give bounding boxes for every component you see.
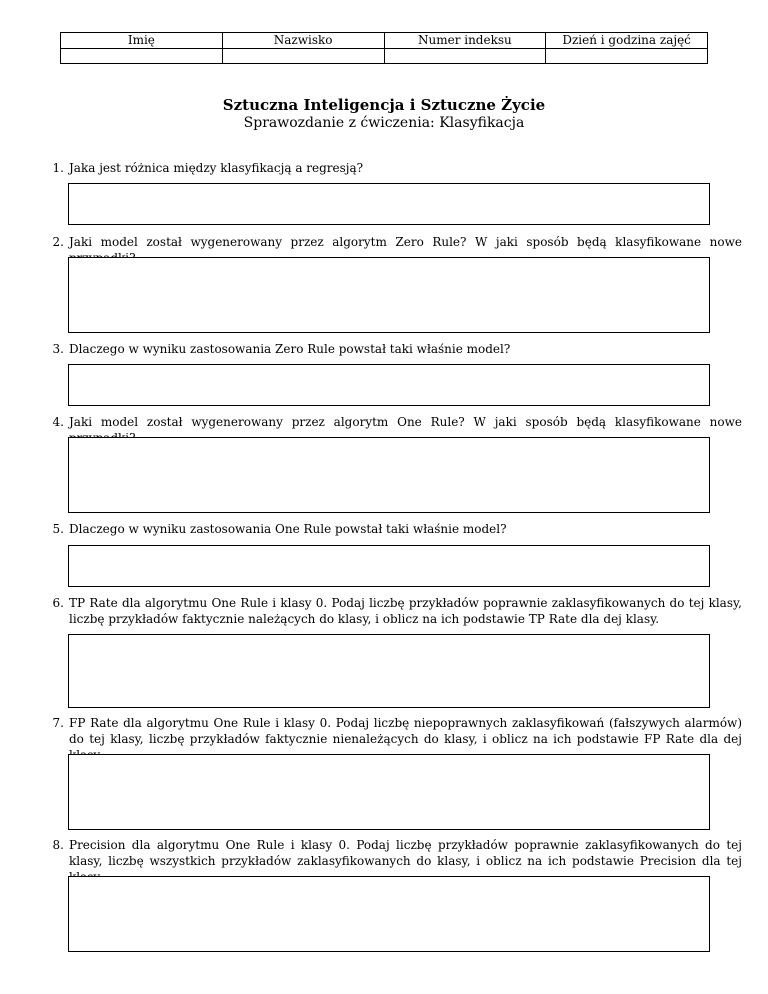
question-number: 3.: [52, 342, 64, 356]
question-text: Jaka jest różnica między klasyfikacją a regresją?: [69, 161, 364, 175]
question-text: FP Rate dla algorytmu One Rule i klasy 0. Podaj liczbę niepoprawnych zaklasyfikowań (fałszywych alarmów) do tej klasy, liczbę przykładów faktycznie nienależących do klasy, i oblicz na ich podstawie FP Rate dla dej: [69, 716, 742, 746]
answer-box-6[interactable]: [68, 634, 710, 708]
answer-box-5[interactable]: [68, 545, 710, 587]
answer-box-7[interactable]: [68, 754, 710, 830]
document-subtitle: Sprawozdanie z ćwiczenia: Klasyfikacja: [243, 115, 525, 131]
question-text: Jaki model został wygenerowany przez algorytm One Rule? W jaki sposób będą klasyfikowane nowe: [69, 415, 742, 429]
title-block: [0, 96, 768, 132]
answer-box-3[interactable]: [68, 364, 710, 406]
document-title: Sztuczna Inteligencja i Sztuczne Życie: [222, 96, 546, 114]
question-number: 1.: [52, 161, 64, 175]
question-number: 8.: [52, 838, 64, 852]
question-6: [30, 595, 742, 627]
last-name-header: Nazwisko: [222, 33, 384, 49]
question-text: Dlaczego w wyniku zastosowania Zero Rule powstał taki właśnie model?: [69, 342, 511, 356]
answer-box-4[interactable]: [68, 437, 710, 513]
answer-box-2[interactable]: [68, 257, 710, 333]
question-number: 2.: [52, 235, 64, 249]
student-info-header-row: [61, 33, 708, 49]
answer-box-8[interactable]: [68, 876, 710, 952]
question-text: Precision dla algorytmu One Rule i klasy 0. Podaj liczbę przykładów poprawnie zaklasyfikowanych do tej klasy, liczbę wszystkich przykładów zaklasyfikowanych do klasy, i oblicz na ich podstawie Precision dla tej: [69, 838, 742, 868]
index-number-header: Numer indeksu: [384, 33, 546, 49]
first-name-header: Imię: [61, 33, 223, 49]
question-5: [30, 521, 742, 537]
question-1: [30, 160, 742, 176]
class-time-header: Dzień i godzina zajęć: [546, 33, 708, 49]
question-text: Dlaczego w wyniku zastosowania One Rule powstał taki właśnie model?: [69, 522, 507, 536]
index-number-field[interactable]: [384, 49, 546, 64]
first-name-field[interactable]: [61, 49, 223, 64]
question-number: 5.: [52, 522, 64, 536]
answer-box-1[interactable]: [68, 183, 710, 225]
class-time-field[interactable]: [546, 49, 708, 64]
student-info-table: [60, 32, 708, 64]
question-number: 6.: [52, 596, 64, 610]
student-info-value-row: [61, 49, 708, 64]
question-text: TP Rate dla algorytmu One Rule i klasy 0. Podaj liczbę przykładów poprawnie zaklasyfikowanych do tej klasy, liczbę przykładów faktycznie należących do klasy, i oblicz na ich podstawie TP Rate dla dej klasy.: [69, 596, 742, 626]
question-number: 7.: [52, 716, 64, 730]
question-number: 4.: [52, 415, 64, 429]
question-text: Jaki model został wygenerowany przez algorytm Zero Rule? W jaki sposób będą klasyfikowane nowe: [69, 235, 742, 249]
question-3: [30, 341, 742, 357]
last-name-field[interactable]: [222, 49, 384, 64]
